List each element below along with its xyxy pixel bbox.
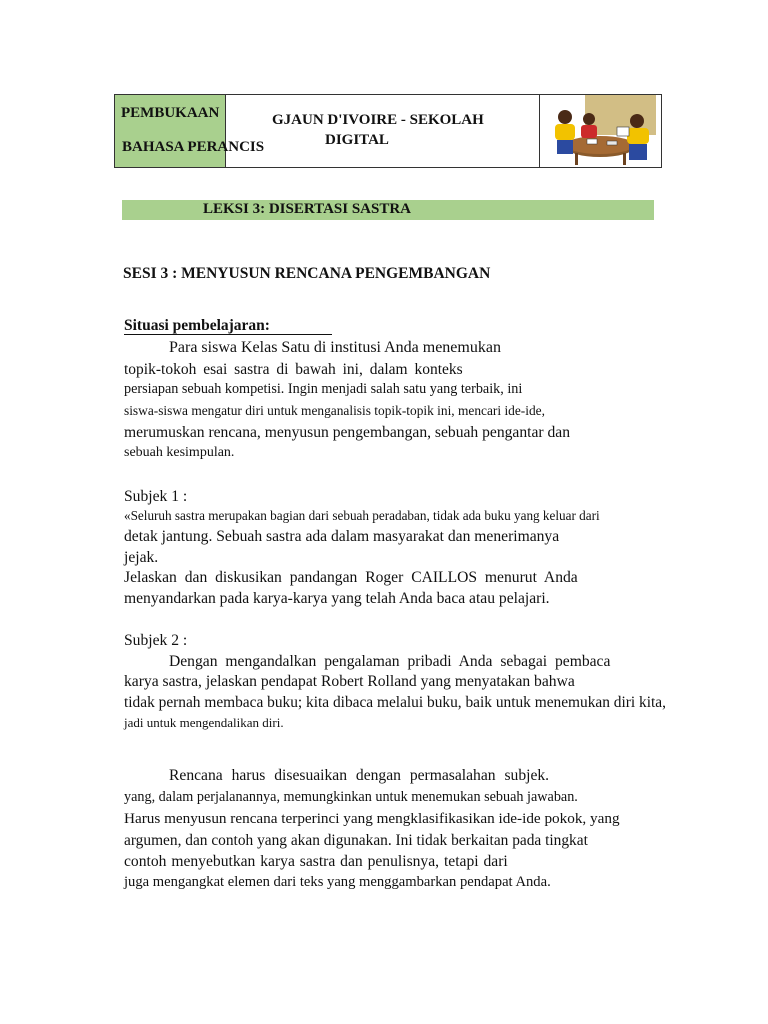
subject1-line: detak jantung. Sebuah sastra ada dalam masyarakat dan menerimanya xyxy=(124,528,560,545)
subject2-line: tidak pernah membaca buku; kita dibaca melalui buku, baik untuk menemukan diri kita, xyxy=(124,694,666,711)
header-school-line2: DIGITAL xyxy=(325,132,389,148)
subject2-line: Dengan mengandalkan pengalaman pribadi Anda sebagai pembaca xyxy=(169,653,611,670)
header-language: BAHASA PERANCIS xyxy=(122,139,265,155)
plan-line: contoh menyebutkan karya sastra dan penulisnya, tetapi dari xyxy=(124,853,508,870)
students-reading-illustration xyxy=(545,95,656,167)
plan-line: Harus menyusun rencana terperinci yang mengklasifikasikan ide-ide pokok, yang xyxy=(124,810,620,827)
situation-line: topik-tokoh esai sastra di bawah ini, dalam konteks xyxy=(124,361,463,378)
header-school-line1: GJAUN D'IVOIRE - SEKOLAH xyxy=(272,112,484,128)
lesson-title: LEKSI 3: DISERTASI SASTRA xyxy=(203,201,412,217)
subject2-line: karya sastra, jelaskan pendapat Robert Rolland yang menyatakan bahwa xyxy=(124,673,575,690)
header-divider xyxy=(539,95,540,167)
situation-line: merumuskan rencana, menyusun pengembangan, sebuah pengantar dan xyxy=(124,424,570,441)
plan-line: Rencana harus disesuaikan dengan permasalahan subjek. xyxy=(169,767,550,784)
situation-line: Para siswa Kelas Satu di institusi Anda menemukan xyxy=(169,339,501,356)
subject1-line: Jelaskan dan diskusikan pandangan Roger CAILLOS menurut Anda xyxy=(124,569,578,586)
plan-line: argumen, dan contoh yang akan digunakan. Ini tidak berkaitan pada tingkat xyxy=(124,832,588,849)
subject1-line: «Seluruh sastra merupakan bagian dari sebuah peradaban, tidak ada buku yang keluar dari xyxy=(124,508,600,523)
situation-line: siswa-siswa mengatur diri untuk menganalisis topik-topik ini, mencari ide-ide, xyxy=(124,403,545,418)
subject1-heading: Subjek 1 : xyxy=(124,488,188,505)
subject2-line: jadi untuk mengendalikan diri. xyxy=(124,715,284,730)
session-title: SESI 3 : MENYUSUN RENCANA PENGEMBANGAN xyxy=(123,265,491,282)
situation-heading-underline xyxy=(124,334,332,335)
plan-line: juga mengangkat elemen dari teks yang menggambarkan pendapat Anda. xyxy=(124,874,551,890)
situation-line: persiapan sebuah kompetisi. Ingin menjadi salah satu yang terbaik, ini xyxy=(124,381,523,397)
header-subject: PEMBUKAAN xyxy=(121,105,220,121)
students-reading-icon xyxy=(545,95,656,167)
situation-line: sebuah kesimpulan. xyxy=(124,445,235,460)
subject2-heading: Subjek 2 : xyxy=(124,632,188,649)
subject1-line: menyandarkan pada karya-karya yang telah Anda baca atau pelajari. xyxy=(124,590,550,607)
plan-line: yang, dalam perjalanannya, memungkinkan untuk menemukan sebuah jawaban. xyxy=(124,789,578,805)
subject1-line: jejak. xyxy=(124,549,159,566)
situation-heading: Situasi pembelajaran: xyxy=(124,317,270,334)
